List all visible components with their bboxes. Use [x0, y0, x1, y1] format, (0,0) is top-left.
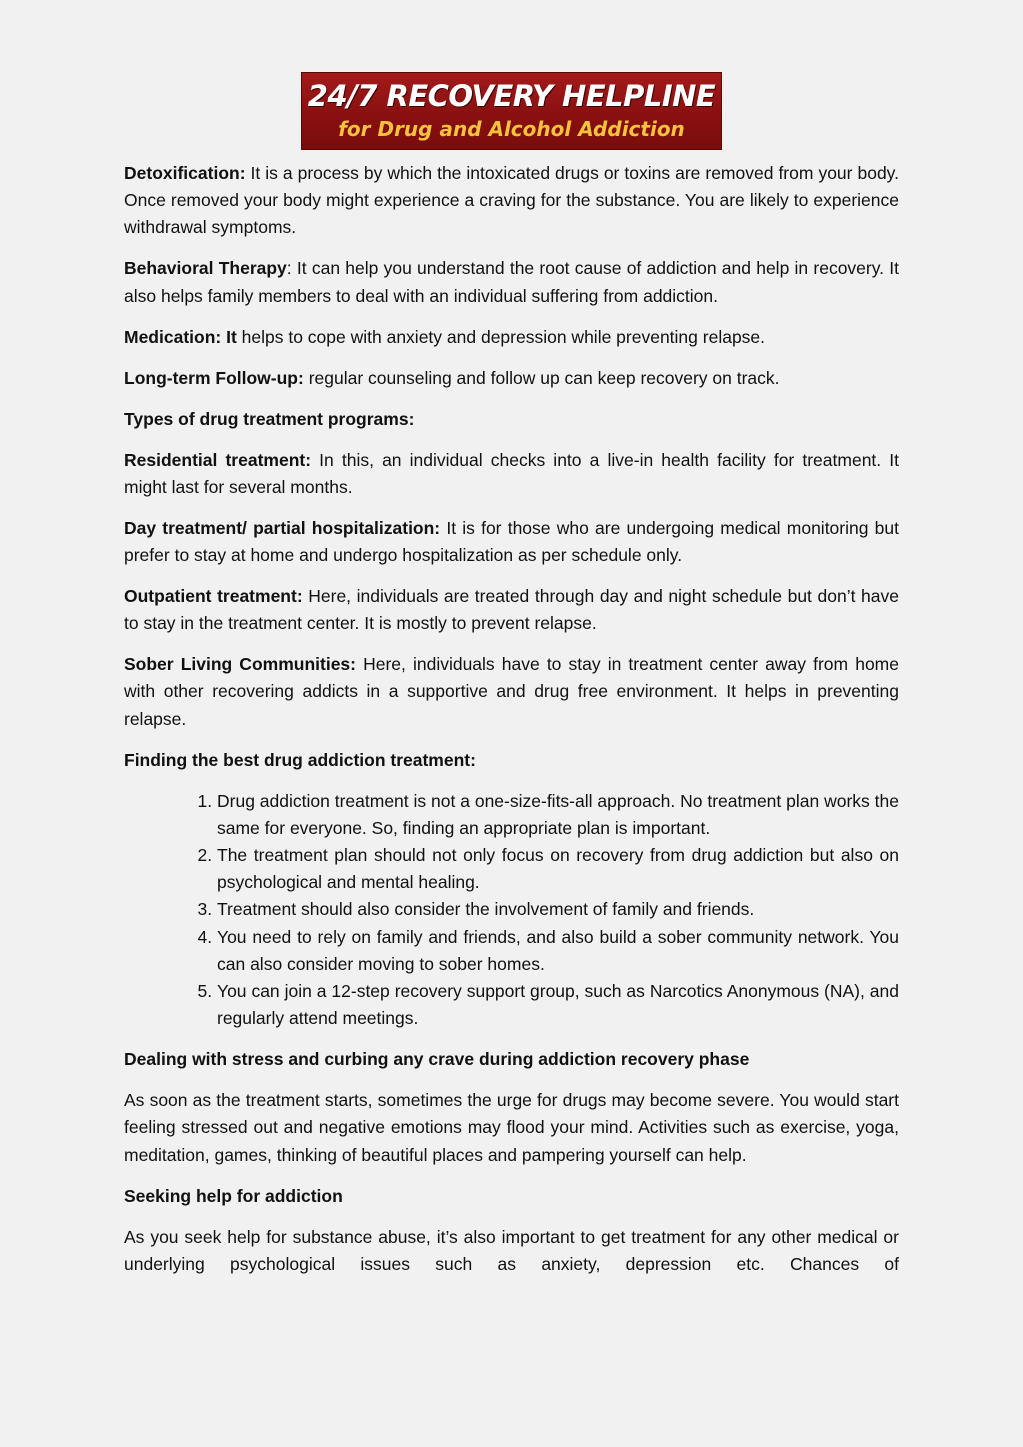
term-outpatient-treatment: Outpatient treatment:: [124, 586, 303, 607]
paragraph-detoxification: [124, 160, 899, 242]
term-day-treatment: Day treatment/ partial hospitalization:: [124, 517, 441, 538]
heading-types-text: Types of drug treatment programs:: [124, 408, 415, 429]
term-detoxification: Detoxification:: [124, 163, 246, 183]
text-residential-treatment: In this, an individual checks into a live-in health facility for treatment. It might last for several months.: [124, 449, 899, 497]
text-behavioral-therapy: : It can help you understand the root cause of addiction and help in recovery. It also helps family members to deal with an individual suffering from addiction.: [124, 258, 899, 306]
paragraph-outpatient-treatment: [124, 583, 899, 637]
text-detoxification: It is a process by which the intoxicated drugs or toxins are removed from your body. Once removed your body might experience a craving for the substance. You are likely to experience withdrawal symptoms.: [124, 163, 899, 238]
term-long-term-follow-up: Long-term Follow-up:: [124, 367, 304, 388]
logo-subtitle: for Drug and Alcohol Addiction: [338, 117, 685, 141]
heading-seeking-help: [124, 1183, 899, 1210]
paragraph-medication: [124, 324, 899, 351]
heading-finding-best-treatment: [124, 747, 899, 774]
document-body: [124, 160, 899, 1292]
text-medication: helps to cope with anxiety and depression while preventing relapse.: [236, 326, 766, 347]
term-behavioral-therapy: Behavioral Therapy: [124, 258, 287, 279]
helpline-logo-banner: [301, 72, 722, 150]
term-residential-treatment: Residential treatment:: [124, 449, 312, 470]
heading-dealing-with-stress: [124, 1046, 899, 1073]
paragraph-residential-treatment: [124, 447, 899, 501]
logo-title: 24/7 RECOVERY HELPLINE: [307, 79, 716, 113]
text-day-treatment: It is for those who are undergoing medical monitoring but prefer to stay at home and undergo hospitalization as per schedule only.: [124, 517, 899, 566]
term-medication: Medication: It: [124, 326, 237, 347]
list-item: 4. You need to rely on family and friends, and also build a sober community network. You can also consider moving to sober homes.: [217, 924, 899, 978]
list-item: 2. The treatment plan should not only focus on recovery from drug addiction but also on psychological and mental healing.: [217, 842, 899, 896]
term-sober-living: Sober Living Communities:: [124, 654, 356, 675]
heading-types-of-programs: [124, 406, 899, 433]
heading-finding-text: Finding the best drug addiction treatment:: [124, 749, 476, 770]
list-item: 1. Drug addiction treatment is not a one-size-fits-all approach. No treatment plan works the same for everyone. So, finding an appropriate plan is important.: [217, 788, 899, 842]
paragraph-dealing-with-stress: As soon as the treatment starts, sometimes the urge for drugs may become severe. You would start feeling stressed out and negative emotions may flood your mind. Activities such as exercise, yoga, meditation, games, thinking of beautiful places and pampering yourself can help.: [124, 1090, 899, 1165]
paragraph-long-term-follow-up: [124, 365, 899, 392]
paragraph-sober-living: [124, 651, 899, 733]
heading-seeking-text: Seeking help for addiction: [124, 1185, 343, 1206]
text-sober-living: Here, individuals have to stay in treatment center away from home with other recovering addicts in a supportive and drug free environment. It helps in preventing relapse.: [124, 654, 899, 729]
heading-stress-text: Dealing with stress and curbing any crave during addiction recovery phase: [124, 1049, 750, 1070]
text-outpatient-treatment: Here, individuals are treated through day and night schedule but don’t have to stay in the treatment center. It is mostly to prevent relapse.: [124, 586, 899, 634]
text-long-term-follow-up: regular counseling and follow up can keep recovery on track.: [303, 367, 780, 388]
paragraph-seeking-help: As you seek help for substance abuse, it’s also important to get treatment for any other medical or underlying psychological issues such as anxiety, depression etc. Chances of: [124, 1226, 899, 1274]
list-item: 5. You can join a 12-step recovery support group, such as Narcotics Anonymous (NA), and regularly attend meetings.: [217, 978, 899, 1032]
list-item: 3. Treatment should also consider the involvement of family and friends.: [217, 896, 899, 923]
paragraph-day-treatment: [124, 515, 899, 569]
paragraph-behavioral-therapy: [124, 255, 899, 309]
finding-treatment-list: [124, 788, 899, 1033]
